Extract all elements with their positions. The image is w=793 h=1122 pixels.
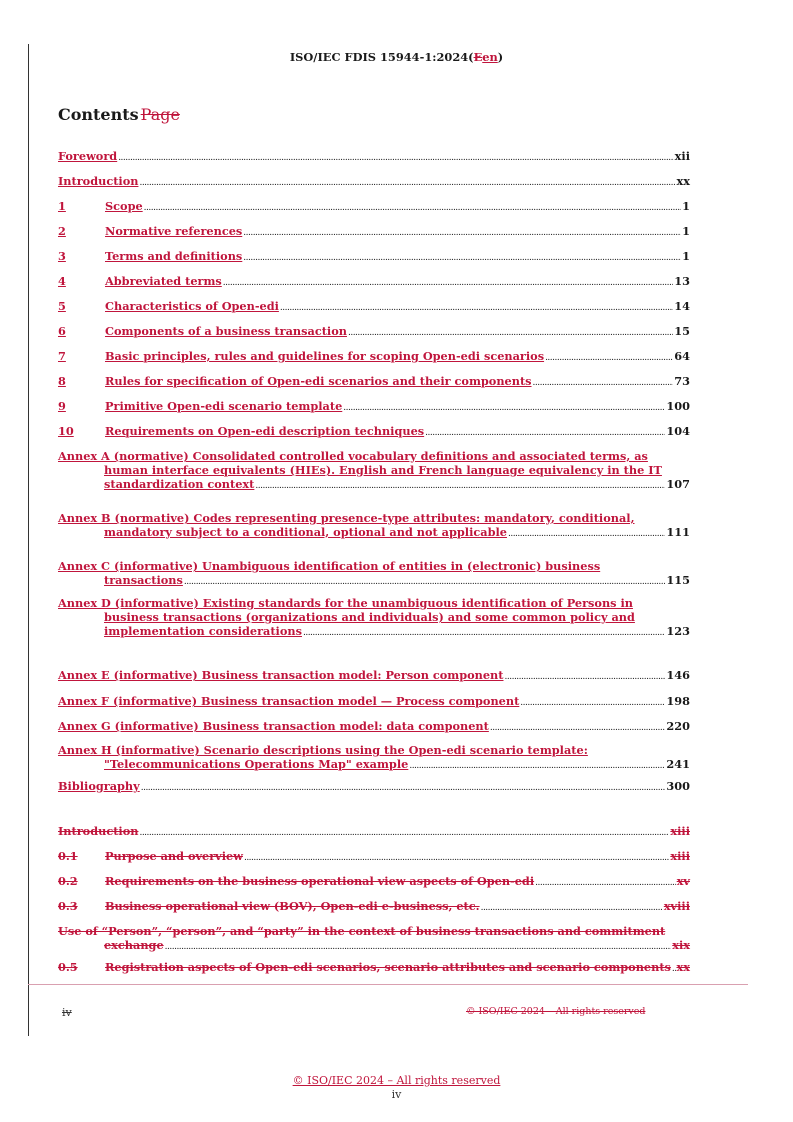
toc-entry-number: 6: [58, 324, 66, 338]
toc-entry[interactable]: [58, 779, 690, 795]
toc-entry-title: Annex D (informative) Existing standards for the unambiguous identification of Persons in: [58, 596, 633, 610]
toc-entry-number: 8: [58, 374, 66, 388]
toc-entry-title-continued: human interface equivalents (HIEs). English and French language equivalency in the IT: [104, 463, 662, 477]
toc-leader-dots: [505, 670, 666, 684]
toc-entry[interactable]: [58, 374, 690, 390]
toc-entry-title-continued: implementation considerations: [104, 624, 302, 638]
toc-leader-dots: [243, 226, 681, 240]
toc-entry-title: Foreword: [58, 149, 118, 163]
contents-title: Contents: [58, 105, 139, 124]
toc-leader-dots: [223, 276, 673, 290]
toc-entry-title: Annex B (normative) Codes representing presence-type attributes: mandatory, conditional,: [58, 511, 635, 525]
toc-entry-number: 3: [58, 249, 66, 263]
toc-leader-dots: [255, 479, 665, 493]
toc-page-number: xix: [672, 938, 690, 952]
toc-entry-number: 0.1: [58, 849, 78, 863]
toc-page-number: xiii: [670, 824, 690, 838]
toc-page-number: 15: [674, 324, 690, 338]
toc-entry-title-continued: exchange: [104, 938, 164, 952]
toc-page-number: 198: [666, 694, 690, 708]
toc-entry-title: Annex H (informative) Scenario descriptions using the Open-edi scenario template:: [58, 743, 588, 757]
toc-leader-dots: [520, 696, 665, 710]
toc-entry[interactable]: [58, 719, 690, 735]
footer-old-copyright: © ISO/IEC 2024 – All rights reserved: [466, 1006, 646, 1017]
toc-page-number: xiii: [670, 849, 690, 863]
toc-page-number: 13: [674, 274, 690, 288]
toc-entry-title-continued: business transactions (organizations and individuals) and some common policy and: [104, 610, 635, 624]
toc-entry[interactable]: [58, 274, 690, 290]
toc-entry-number: 0.2: [58, 874, 78, 888]
toc-entry[interactable]: [58, 824, 690, 840]
toc-entry-title: Bibliography: [58, 779, 140, 793]
toc-leader-dots: [481, 901, 663, 915]
toc-page-number: xii: [674, 149, 690, 163]
toc-entry-number: 7: [58, 349, 66, 363]
toc-entry[interactable]: [58, 324, 690, 340]
toc-page-number: 1: [682, 224, 690, 238]
toc-leader-dots: [141, 781, 666, 795]
toc-page-number: xviii: [663, 899, 690, 913]
toc-entry[interactable]: [58, 743, 690, 773]
toc-page-number: 1: [682, 199, 690, 213]
toc-leader-dots: [343, 401, 665, 415]
toc-entry[interactable]: [58, 668, 690, 684]
toc-entry[interactable]: [58, 849, 690, 865]
toc-entry[interactable]: [58, 299, 690, 315]
toc-page-number: 111: [666, 525, 690, 539]
toc-entry-title: Introduction: [58, 174, 139, 188]
toc-leader-dots: [409, 759, 665, 773]
toc-entry-number: 4: [58, 274, 66, 288]
toc-entry[interactable]: [58, 596, 690, 640]
toc-page-number: 115: [666, 573, 690, 587]
toc-entry-title: Characteristics of Open-edi: [105, 299, 279, 313]
toc-leader-dots: [139, 826, 669, 840]
toc-entry-title: Annex F (informative) Business transaction model — Process component: [58, 694, 520, 708]
toc-entry-title: Requirements on Open-edi description techniques: [105, 424, 425, 438]
toc-entry[interactable]: [58, 424, 690, 440]
toc-entry[interactable]: [58, 449, 690, 493]
toc-entry-number: 5: [58, 299, 66, 313]
toc-page-number: 220: [666, 719, 690, 733]
toc-leader-dots: [672, 962, 676, 976]
toc-entry-title: Annex A (normative) Consolidated controlled vocabulary definitions and associated terms, as: [58, 449, 648, 463]
toc-entry-title: Annex C (informative) Unambiguous identification of entities in (electronic) business: [58, 559, 601, 573]
toc-entry[interactable]: [58, 559, 690, 589]
toc-leader-dots: [533, 376, 674, 390]
toc-entry-title: Requirements on the business operational view aspects of Open-edi: [105, 874, 535, 888]
toc-entry[interactable]: [58, 924, 690, 954]
toc-entry-title: Annex G (informative) Business transaction model: data component: [58, 719, 489, 733]
toc-entry[interactable]: [58, 199, 690, 215]
toc-leader-dots: [165, 940, 672, 954]
toc-entry-title: Rules for specification of Open-edi scenarios and their components: [105, 374, 532, 388]
contents-heading: [58, 105, 180, 124]
toc-leader-dots: [118, 151, 673, 165]
toc-page-number: xx: [676, 960, 690, 974]
toc-entry-title-continued: mandatory subject to a conditional, optional and not applicable: [104, 525, 507, 539]
toc-page-number: 146: [666, 668, 690, 682]
toc-leader-dots: [139, 176, 675, 190]
toc-entry[interactable]: [58, 224, 690, 240]
footer-old-page-number: iv: [62, 1006, 72, 1019]
document-header: [0, 50, 793, 64]
toc-page-number: 1: [682, 249, 690, 263]
toc-entry[interactable]: [58, 174, 690, 190]
toc-entry-title: Business operational view (BOV), Open-edi e-business, etc.: [105, 899, 480, 913]
toc-entry[interactable]: [58, 149, 690, 165]
toc-page-number: 64: [674, 349, 690, 363]
toc-entry-title-continued: transactions: [104, 573, 183, 587]
toc-page-number: 107: [666, 477, 690, 491]
toc-page-number: xv: [676, 874, 690, 888]
toc-entry-number: 2: [58, 224, 66, 238]
toc-entry-number: 0.5: [58, 960, 78, 974]
toc-entry-title: Registration aspects of Open-edi scenarios, scenario attributes and scenario components: [105, 960, 671, 974]
toc-leader-dots: [348, 326, 673, 340]
toc-leader-dots: [244, 851, 669, 865]
toc-page-number: 100: [666, 399, 690, 413]
toc-entry-title: Components of a business transaction: [105, 324, 347, 338]
toc-entry-number: 10: [58, 424, 74, 438]
toc-page-number: 73: [674, 374, 690, 388]
header-id: ISO/IEC FDIS 15944-1:2024(: [289, 50, 474, 64]
footer-rule: [28, 984, 748, 985]
toc-page-number: xx: [676, 174, 690, 188]
toc-entry[interactable]: [58, 511, 690, 541]
header-suffix: ): [497, 50, 504, 64]
toc-leader-dots: [184, 575, 666, 589]
toc-leader-dots: [490, 721, 666, 735]
toc-entry-title: Basic principles, rules and guidelines for scoping Open-edi scenarios: [105, 349, 545, 363]
toc-entry-title: Primitive Open-edi scenario template: [105, 399, 343, 413]
contents-page-label: Page: [140, 105, 180, 124]
toc-entry-title: Introduction: [58, 824, 139, 838]
header-inserted-lang: en: [482, 50, 498, 64]
toc-entry[interactable]: [58, 349, 690, 365]
toc-leader-dots: [144, 201, 681, 215]
toc-entry-title: Terms and definitions: [105, 249, 243, 263]
toc-entry-title-continued: standardization context: [104, 477, 255, 491]
toc-page-number: 123: [666, 624, 690, 638]
footer-copyright: © ISO/IEC 2024 – All rights reserved: [292, 1074, 501, 1087]
toc-entry-title: Purpose and overview: [105, 849, 243, 863]
toc-entry-number: 0.3: [58, 899, 78, 913]
toc-entry[interactable]: [58, 249, 690, 265]
toc-entry-title: Use of “Person”, “person”, and “party” in the context of business transactions and commitment: [58, 924, 666, 938]
toc-entry[interactable]: [58, 874, 690, 890]
toc-leader-dots: [545, 351, 673, 365]
toc-page-number: 104: [666, 424, 690, 438]
footer-page-number: iv: [391, 1088, 402, 1101]
toc-entry-title: Normative references: [105, 224, 243, 238]
toc-entry-number: 1: [58, 199, 66, 213]
toc-entry[interactable]: [58, 694, 690, 710]
toc-leader-dots: [243, 251, 681, 265]
toc-leader-dots: [303, 626, 665, 640]
toc-entry-title: Scope: [105, 199, 143, 213]
toc-entry[interactable]: [58, 399, 690, 415]
toc-leader-dots: [508, 527, 665, 541]
toc-page-number: 14: [674, 299, 690, 313]
toc-leader-dots: [425, 426, 665, 440]
toc-page-number: 300: [666, 779, 690, 793]
toc-entry-title: Annex E (informative) Business transaction model: Person component: [58, 668, 504, 682]
toc-page-number: 241: [666, 757, 690, 771]
toc-leader-dots: [280, 301, 673, 315]
toc-entry-number: 9: [58, 399, 66, 413]
toc-entry[interactable]: [58, 960, 690, 976]
toc-entry[interactable]: [58, 899, 690, 915]
left-margin-rule: [28, 44, 29, 1036]
toc-entry-title: Abbreviated terms: [105, 274, 222, 288]
toc-entry-title-continued: "Telecommunications Operations Map" example: [104, 757, 409, 771]
toc-leader-dots: [535, 876, 676, 890]
header-deleted-lang: E: [473, 50, 483, 64]
